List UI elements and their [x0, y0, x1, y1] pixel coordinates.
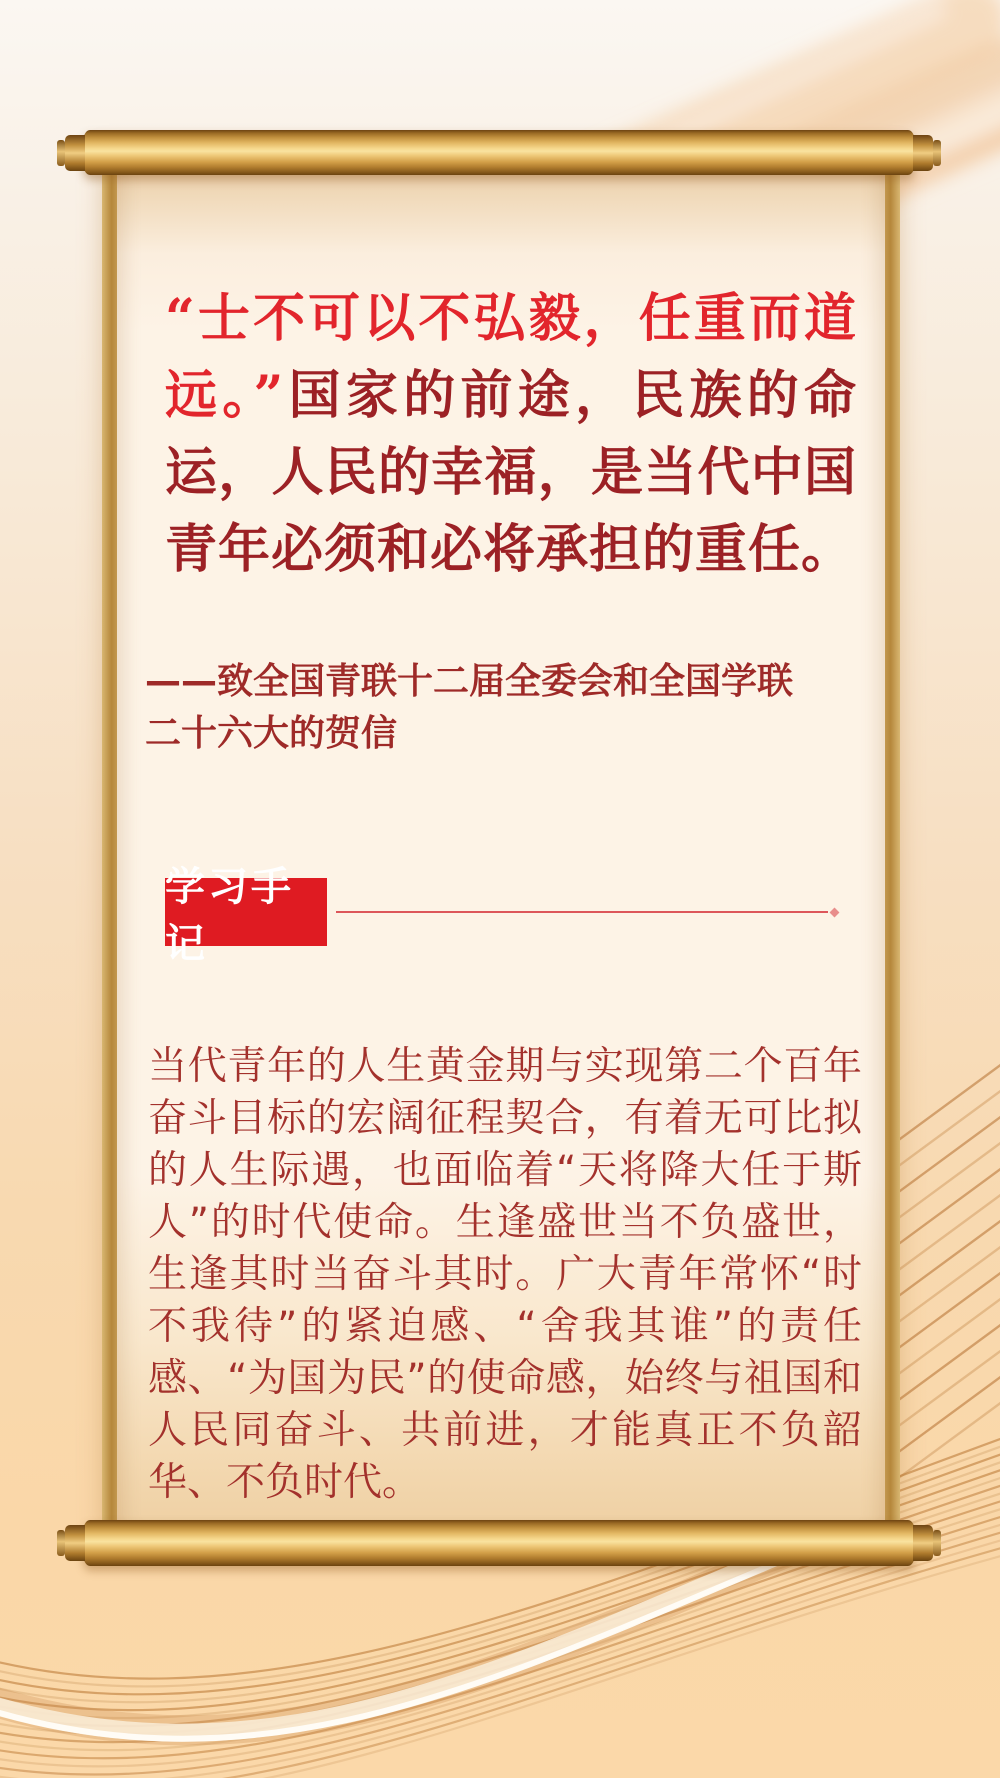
rod-end-cap-left [65, 135, 85, 171]
badge-label: 学习手记 [165, 864, 294, 967]
rod-end-cap-right [913, 135, 933, 171]
divider-line [336, 911, 828, 913]
scroll-rod-bottom [83, 1520, 915, 1566]
rod-end-ring-right [933, 1530, 941, 1556]
study-notes-badge [165, 864, 327, 967]
scroll-paper-frame [102, 150, 900, 1535]
rod-end-cap-left [65, 1525, 85, 1561]
scroll-rod-top [83, 130, 915, 175]
rod-end-ring-left [57, 1530, 65, 1556]
rod-end-ring-right [933, 140, 941, 166]
divider-ornament [830, 907, 840, 917]
section-header [165, 864, 855, 967]
rod-end-cap-right [913, 1525, 933, 1561]
rod-end-ring-left [57, 140, 65, 166]
attribution-line: ——致全国青联十二届全委会和全国学联二十六大的贺信 [145, 661, 794, 754]
leader-quote [165, 280, 857, 588]
quote-highlight: “士不可以不弘毅，任重而道远。” [165, 288, 857, 426]
body-paragraph: 当代青年的人生黄金期与实现第二个百年奋斗目标的宏阔征程契合，有着无可比拟的人生际遇，也面临着“天将降大任于斯人”的时代使命。生逢盛世当不负盛世，生逢其时当奋斗其时。广大青年常怀“时不我待”的紧迫感、“舍我其谁”的责任感、“为国为民”的使命感，始终与祖国和人民同奋斗、共前进，才能真正不负韶华、不负时代。 [148, 1044, 862, 1505]
quote-continuation: 国家的前途，民族的命运，人民的幸福，是当代中国青年必须和必将承担的重任。 [165, 365, 857, 580]
